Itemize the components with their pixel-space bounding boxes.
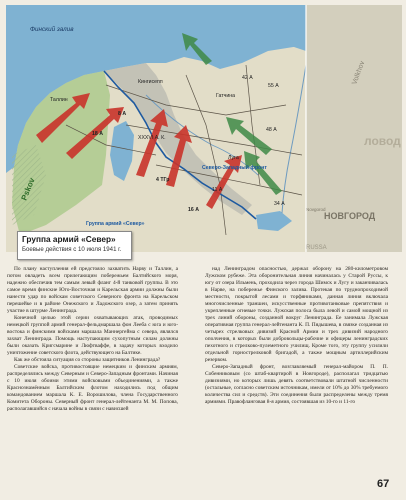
label-panzer-4: 4 ТГр bbox=[156, 177, 170, 183]
label-kingisepp: Кингисепп bbox=[138, 79, 163, 85]
paragraph: Как же обстояла ситуация со стороны защитников Ленинграда? bbox=[14, 357, 161, 363]
label-army-16: 16 А bbox=[188, 207, 199, 213]
paragraph: Северо-Западный фронт, возглавляемый генерал-майором П. П. Собенниковым (со штаб-квартирой в Новгороде), располагал тридцатью дивизиями, но которых лишь девять соответствовали штатной численности (остальные, согласно советским источникам, имели от 10% до 30% требуемого количества сил и средств). Эти соединения были распределены между тремя армиями. Правофланговая 8-я армия, состоявшая из 10-го и 11-го bbox=[205, 364, 388, 405]
label-novgorod-region: Novgorod bbox=[306, 207, 326, 212]
map-caption bbox=[17, 231, 132, 260]
label-army-11: 11 А bbox=[212, 187, 223, 193]
paragraph: Конечной целью этой серии охватывающих атак, проводимых немецкой группой армий генерал-фельдмаршала фон Лееба с юга и юго-востока и финскими войсками маршала Маннергейма с севера, являлся захват Ленинграда. Помощь наступающим сухопутным силам должны были оказать Кригсмарине и Люфтваффе, в задачу которых входило уничтожение советского флота, действующего на Балтике. bbox=[7, 315, 178, 356]
label-army-8: 8 А bbox=[118, 111, 127, 117]
label-army-34: 34 А bbox=[274, 201, 285, 207]
label-army-55: 55 А bbox=[268, 83, 279, 89]
paragraph: над Ленинградом опасностью, держал оборону на 280-километровом Лужском рубеже. Эта оборонительная линия начиналась у Старой Руссы, к югу от озера Ильмень, проходила через города Шимск и Лугу и заканчивалась в Нарве, на побережье Финского залива. Протекая по труднопроходимой местности, покрытой лесами и торфяниками, данная линия включала многочисленные траншеи, искусственные противотанковые препятствия и укрепленные огневые точки. Лужская полоса была левой и самой мощной из трех линий обороны, созданной вокруг Ленинграда. Ее занимала Лужская оперативная группа генерал-лейтенанта К. П. Пядышева, в связке созданная из четырех стрелковых дивизий Красной Армии и трех дивизий народного ополчения, в которых были добровольцы-рабочие и офицеры ленинградских пехотного и стрелково-пулеметного училищ. Кроме того, эту группу усилили отдельной горнострелковой бригадой, а также мощным артиллерийским резервом. bbox=[205, 266, 388, 363]
label-corps-xxxvi: XXXVI А. К. bbox=[138, 135, 166, 141]
label-russa: RUSSA bbox=[306, 245, 327, 251]
label-army-42: 42 А bbox=[242, 75, 253, 81]
caption-subtitle: Боевые действия с 10 июля 1941 г. bbox=[22, 246, 122, 253]
caption-title: Группа армий «Север» bbox=[22, 234, 116, 244]
page-number: 67 bbox=[377, 478, 390, 490]
label-novgorod-city: НОВГОРОД bbox=[324, 211, 376, 221]
label-pskov-region: Pskov bbox=[19, 176, 37, 202]
label-army-18: 18 А bbox=[92, 131, 103, 137]
label-tallinn: Таллин bbox=[50, 97, 68, 103]
paragraph: По плану наступления ей предстояло захватить Нарву и Таллин, а потом овладеть всем прилегающим побережьем Балтийского моря, надежно обеспечив тем самым левый фланг 4-й танковой группы. В это самое время финские Юго-Восточная и Карельская армии должны были нанести удар по войскам советского Северного фронта на Карельском перешейке и в районе Онежского и Ладожского озер, а затем принять участие в штурме Ленинграда. bbox=[7, 266, 178, 314]
label-luga: Луга bbox=[228, 155, 239, 161]
label-army-group-north: Группа армий «Север» bbox=[86, 221, 145, 227]
label-northwest-front: Северо-Западный фронт bbox=[202, 165, 267, 171]
label-gulf: Финский залив bbox=[30, 26, 74, 33]
campaign-map bbox=[6, 5, 402, 252]
paragraph: Советские войска, противостоящие немецким и финским армиям, распределялись между Северным и Северо-Западным фронтами. Начиная с 10 июля обоими этими войсковыми объединениями, а также Краснознамённым Балтийским флотом находились под общим командованием маршала К. Е. Ворошилова, члена Государственного Комитета Обороны. Северный фронт генерал-лейтенанта М. М. Попова, располагавшийся с начала войны в связи с нависшей bbox=[7, 364, 178, 412]
label-lovod: ловод bbox=[364, 134, 401, 148]
text-column-left bbox=[7, 266, 178, 413]
text-column-right bbox=[205, 266, 388, 406]
label-army-48: 48 А bbox=[266, 127, 277, 133]
label-volkhov: Volkhov bbox=[351, 60, 367, 86]
label-gatchina: Гатчина bbox=[216, 93, 236, 99]
